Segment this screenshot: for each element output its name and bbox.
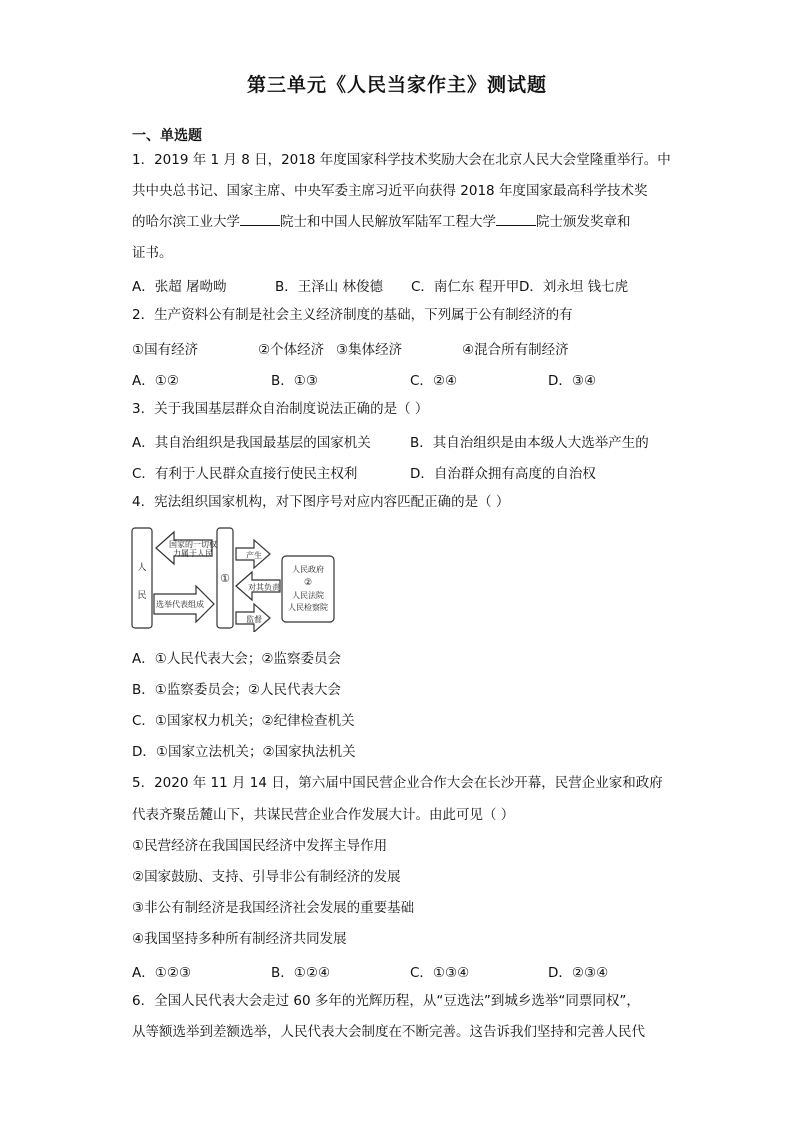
q6-line-1: 6．全国人民代表大会走过 60 多年的光辉历程，从“豆选法”到城乡选举“同票同权”， [132, 993, 640, 1009]
q2-options [132, 369, 692, 387]
diagram-right-2: ② [303, 578, 313, 588]
q4-option-c[interactable]: C．①国家权力机关；②纪律检查机关 [132, 713, 355, 729]
diagram-right-4: 人民检察院 [288, 603, 328, 612]
diagram-box-marker-1: ① [220, 572, 230, 585]
q5-item-4: ④我国坚持多种所有制经济共同发展 [132, 931, 347, 947]
q1-option-b[interactable]: B．王泽山 林俊德 [275, 279, 384, 295]
q2-option-c[interactable]: C．②④ [410, 373, 458, 389]
q1-option-d[interactable]: D．刘永坦 钱七虎 [519, 279, 629, 295]
q5-line-1: 5．2020 年 11 月 14 日，第六届中国民营企业合作大会在长沙开幕，民营企业家和政府 [132, 775, 663, 791]
q3-option-d[interactable]: D．自治群众拥有高度的自治权 [410, 466, 596, 482]
q5-line-2: 代表齐聚岳麓山下，共谋民营企业合作发展大计。由此可见（ ） [132, 807, 515, 823]
diagram-arrow-top-1: 国家的一切权 [169, 540, 217, 549]
q1-line-4: 证书。 [132, 245, 173, 261]
diagram-arrow-bottom: 选举代表组成 [156, 600, 204, 609]
diagram-arrow-supervise: 监督 [246, 615, 262, 624]
q3-option-c[interactable]: C．有利于人民群众直接行使民主权利 [132, 466, 358, 482]
q1-line-3-c: 院士颁发奖章和 [536, 214, 631, 230]
q2-option-d[interactable]: D．③④ [548, 373, 597, 389]
q2-item-3: ③集体经济 [336, 342, 403, 358]
q5-option-b[interactable]: B．①②④ [271, 965, 331, 981]
q4-option-b[interactable]: B．①监察委员会；②人民代表大会 [132, 682, 341, 698]
q2-item-2: ②个体经济 [258, 342, 325, 358]
q5-option-a[interactable]: A．①②③ [132, 965, 192, 981]
q3-option-a[interactable]: A．其自治组织是我国最基层的国家机关 [132, 435, 371, 451]
q5-item-1: ①民营经济在我国国民经济中发挥主导作用 [132, 838, 388, 854]
q2-option-a[interactable]: A．①② [132, 373, 179, 389]
q5-option-c[interactable]: C．①③④ [410, 965, 470, 981]
q1-line-2: 共中央总书记、国家主席、中央军委主席习近平向获得 2018 年度国家最高科学技术奖 [132, 183, 648, 199]
q3-options-row-2 [132, 462, 692, 480]
q2-stem: 2．生产资料公有制是社会主义经济制度的基础，下列属于公有制经济的有 [132, 307, 573, 323]
q3-stem: 3．关于我国基层群众自治制度说法正确的是（ ） [132, 401, 429, 417]
q1-blank-1 [240, 213, 280, 226]
diagram-people-1: 人 [137, 563, 147, 573]
q1-option-c[interactable]: C．南仁东 程开甲 [411, 279, 520, 295]
q2-option-b[interactable]: B．①③ [271, 373, 318, 389]
diagram-right-3: 人民法院 [292, 591, 324, 600]
people-box [132, 528, 152, 628]
q1-line-3-b: 院士和中国人民解放军陆军工程大学 [280, 214, 496, 230]
state-organs-diagram [130, 526, 336, 632]
q2-item-1: ①国有经济 [132, 342, 199, 358]
q6-line-2: 从等额选举到差额选举，人民代表大会制度在不断完善。这告诉我们坚持和完善人民代 [132, 1024, 645, 1040]
diagram-arrow-responsible: 对其负责 [248, 583, 280, 592]
diagram-people-2: 民 [137, 591, 147, 601]
q1-options [132, 275, 692, 293]
diagram-arrow-top-2: 力属于人民 [173, 549, 213, 558]
q2-items [132, 338, 692, 356]
q1-line-1: 1．2019 年 1 月 8 日，2018 年度国家科学技术奖励大会在北京人民大会堂隆重举行。中 [132, 152, 671, 168]
q5-item-3: ③非公有制经济是我国经济社会发展的重要基础 [132, 900, 415, 916]
q4-stem: 4．宪法组织国家机构，对下图序号对应内容匹配正确的是（ ） [132, 494, 510, 510]
section-heading: 一、单选题 [132, 128, 202, 144]
q5-option-d[interactable]: D．②③④ [548, 965, 609, 981]
q4-option-d[interactable]: D．①国家立法机关；②国家执法机关 [132, 744, 356, 760]
q1-option-a[interactable]: A．张超 屠呦呦 [132, 279, 227, 295]
q1-blank-2 [496, 213, 536, 226]
diagram-arrow-produce: 产生 [246, 551, 262, 560]
diagram-right-1: 人民政府 [292, 565, 324, 574]
q4-option-a[interactable]: A．①人民代表大会；②监察委员会 [132, 651, 341, 667]
q5-item-2: ②国家鼓励、支持、引导非公有制经济的发展 [132, 869, 401, 885]
q1-line-3 [132, 213, 631, 231]
page-title: 第三单元《人民当家作主》测试题 [246, 74, 547, 96]
q2-item-4: ④混合所有制经济 [462, 342, 569, 358]
q1-line-3-a: 的哈尔滨工业大学 [132, 214, 240, 230]
q3-options-row-1 [132, 431, 692, 449]
q3-option-b[interactable]: B．其自治组织是由本级人大选举产生的 [410, 435, 649, 451]
q5-options [132, 961, 692, 979]
